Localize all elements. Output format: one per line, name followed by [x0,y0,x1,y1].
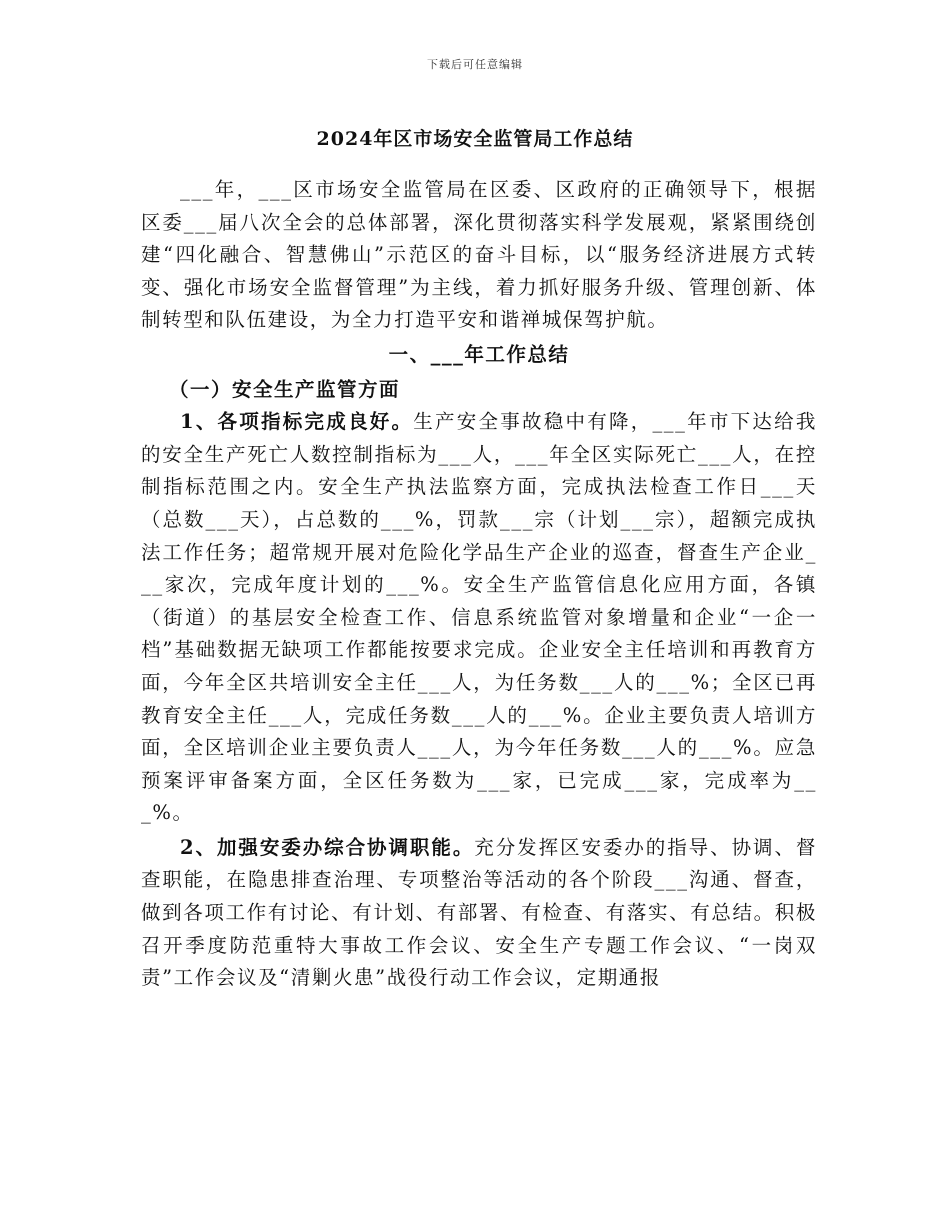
document-body [141,174,817,995]
section-heading: 一、___年工作总结 [388,342,570,366]
item-text-2: 充分发挥区安委办的指导、协调、督查职能，在隐患排查治理、专项整治等活动的各个阶段___沟通、督查，做到各项工作有讨论、有计划、有部署、有检查、有落实、有总结。积极召开季度防范重特大事故工作会议、安全生产专题工作会议、“一岗双责”工作会议及“清剿火患”战役行动工作会议，定期通报 [141,835,817,990]
item-paragraph-2 [141,832,817,995]
item-lead-1: 1、各项指标完成良好。 [180,410,414,434]
header-note: 下载后可任意编辑 [427,58,523,71]
intro-paragraph: ___年，___区市场安全监管局在区委、区政府的正确领导下，根据区委___届八次全会的总体部署，深化贯彻落实科学发展观，紧紧围绕创建“四化融合、智慧佛山”示范区的奋斗目标，以“服务经济进展方式转变、强化市场安全监督管理”为主线，着力抓好服务升级、管理创新、体制转型和队伍建设，为全力打造平安和谐禅城保驾护航。 [141,178,817,332]
item-text-1: 生产安全事故稳中有降，___年市下达给我的安全生产死亡人数控制指标为___人，___年全区实际死亡___人，在控制指标范围之内。安全生产执法监察方面，完成执法检查工作日___天（总数___天），占总数的___%，罚款___宗（计划___宗），超额完成执法工作任务；超常规开展对危险化学品生产企业的巡查，督查生产企业___家次，完成年度计划的___%。安全生产监管信息化应用方面，各镇（街道）的基层安全检查工作、信息系统监管对象增量和企业“一企一档”基础数据无缺项工作都能按要求完成。企业安全主任培训和再教育方面，今年全区共培训安全主任___人，为任务数___人的___%；全区已再教育安全主任___人，完成任务数___人的___%。企业主要负责人培训方面，全区培训企业主要负责人___人，为今年任务数___人的___%。应急预案评审备案方面，全区任务数为___家，已完成___家，完成率为___%。 [141,410,817,825]
item-lead-2: 2、加强安委办综合协调职能。 [180,835,475,859]
item-paragraph-1 [141,406,817,830]
subsection-heading: （一）安全生产监管方面 [169,377,401,401]
document-title: 2024年区市场安全监管局工作总结 [316,128,634,150]
